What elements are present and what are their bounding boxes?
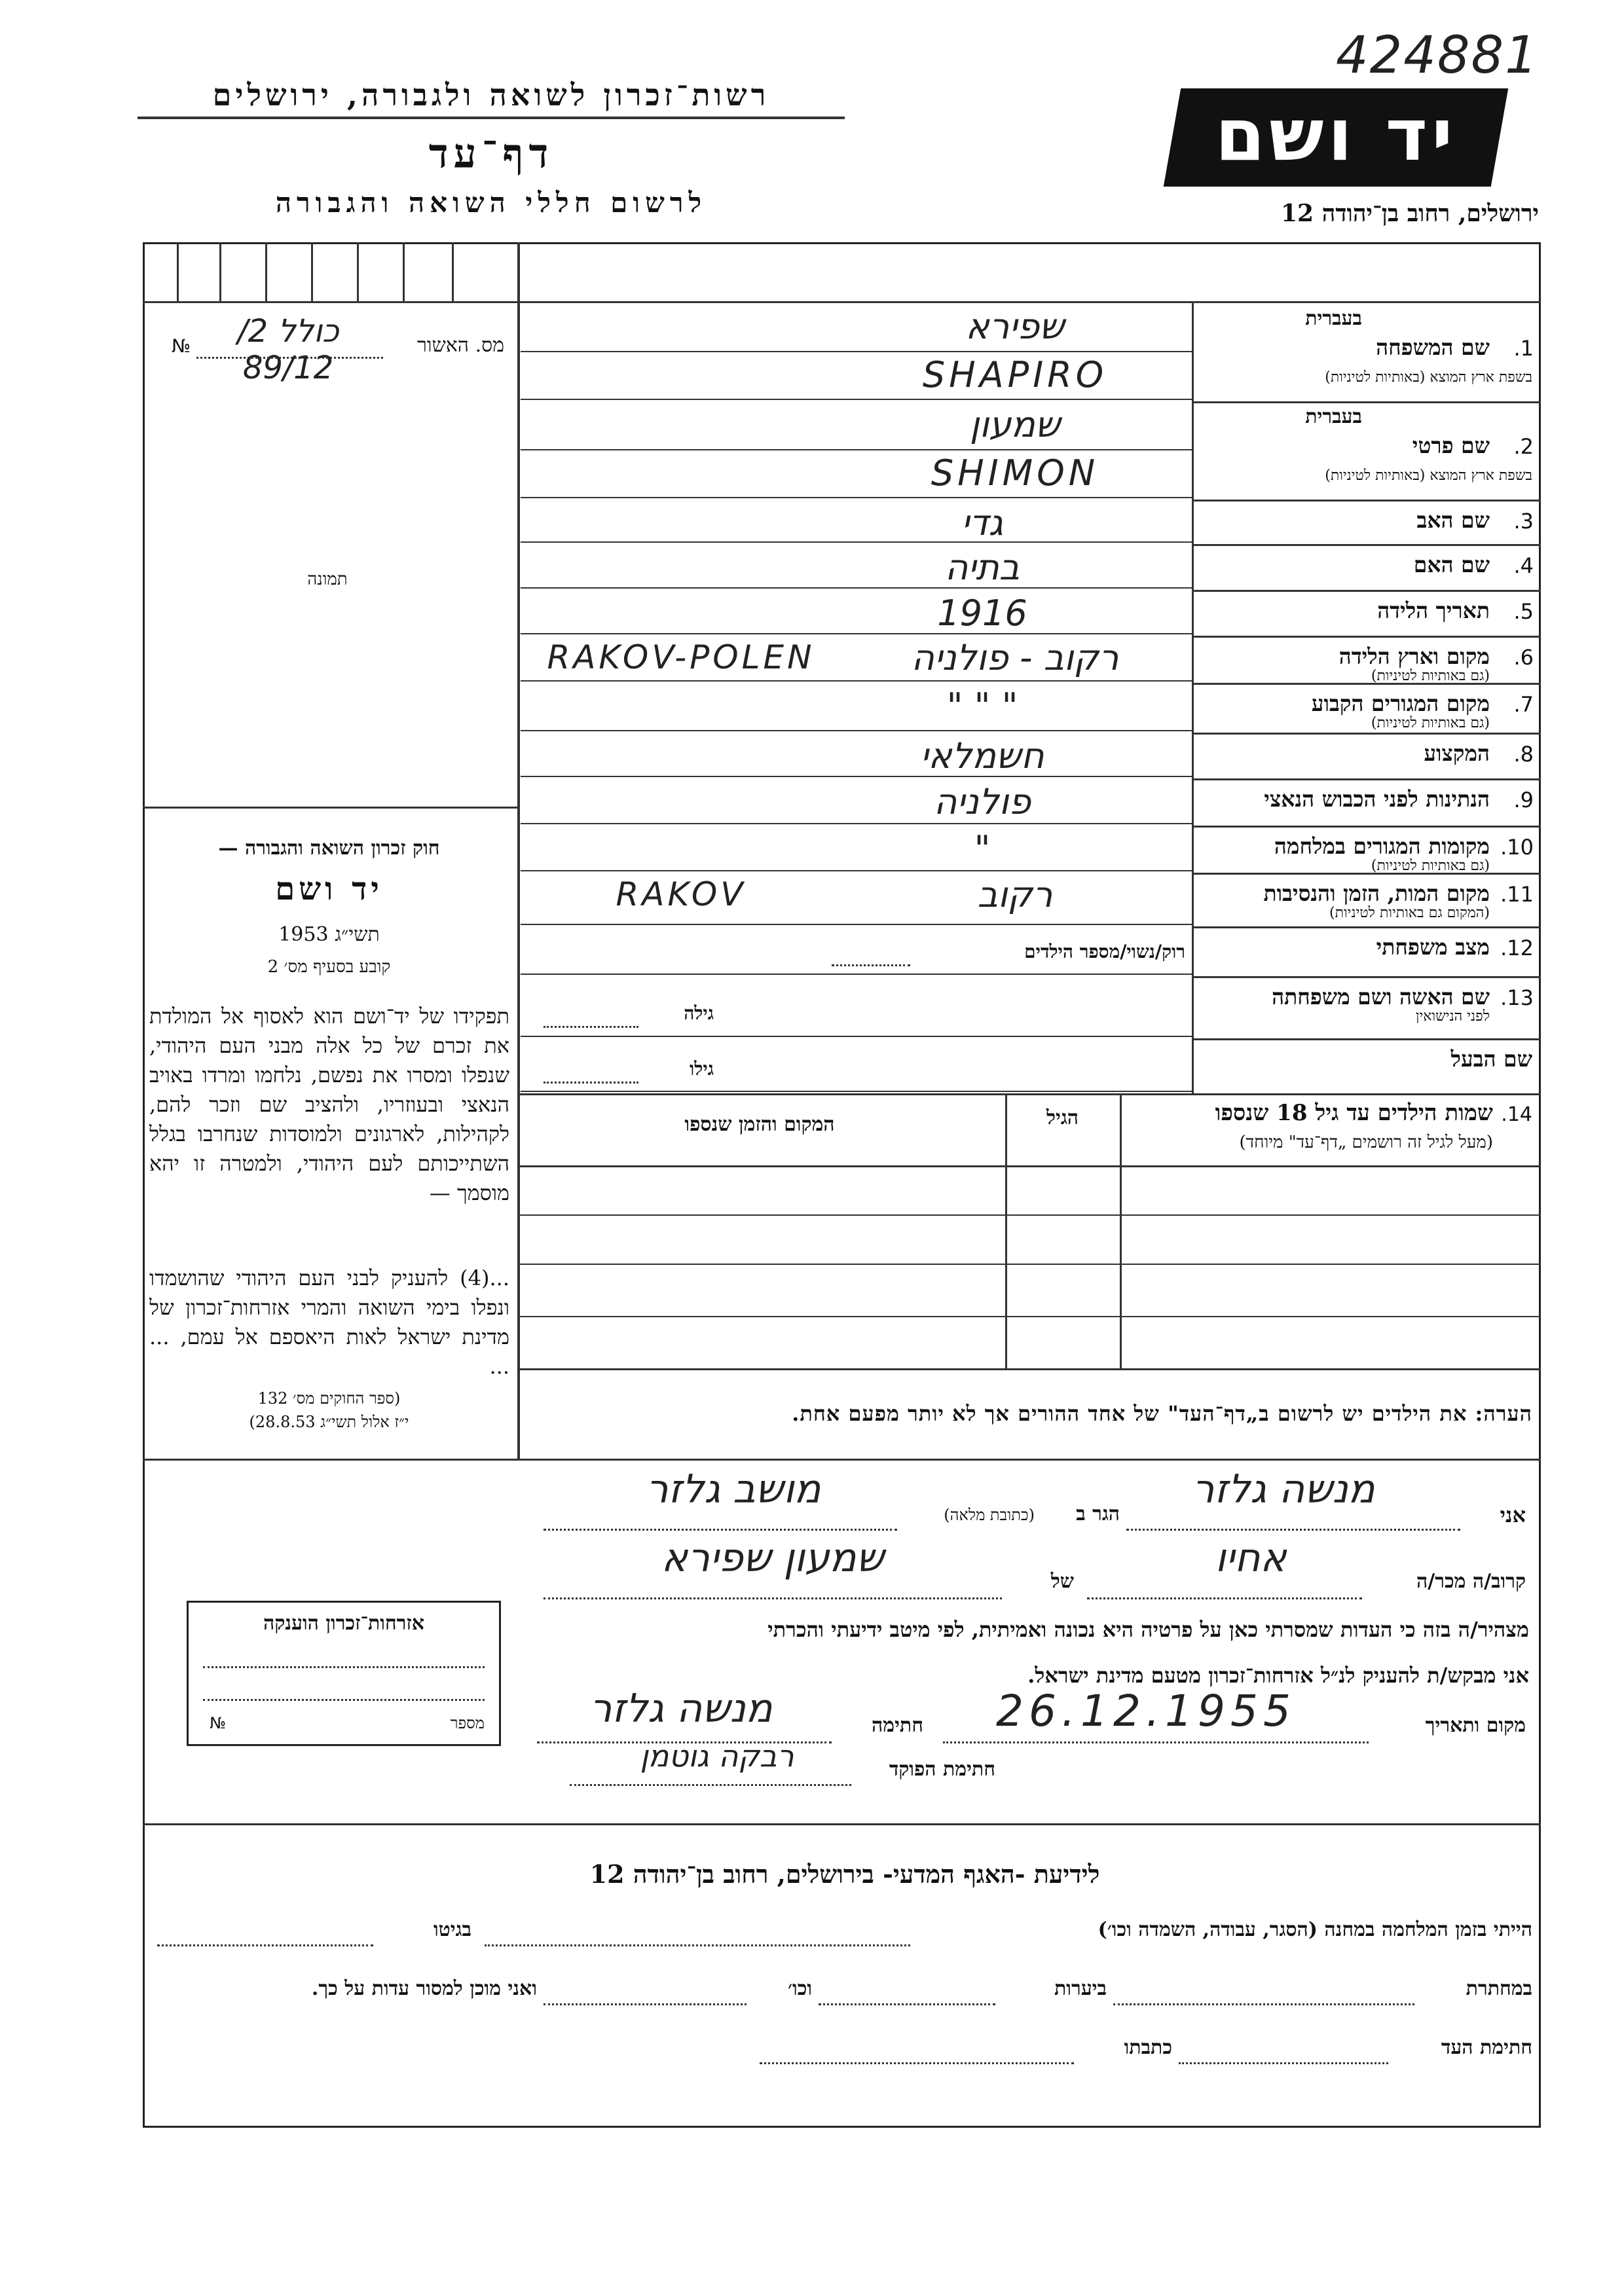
decl-signature-value: מנשה גלזר: [589, 1686, 773, 1732]
field-value-line: [521, 924, 1192, 925]
cell-divider: [311, 242, 313, 301]
field-age-dots: [544, 1082, 638, 1084]
field-age-dots: [544, 1026, 638, 1028]
cell-divider: [265, 242, 267, 301]
field-value-latin: SHIMON: [931, 452, 1099, 494]
field-number: 4.: [1513, 553, 1534, 578]
decl-of-dots: [544, 1597, 1002, 1599]
field-sublabel: (גם באותיות לטיניות): [1371, 668, 1490, 684]
reg-value: כולל 2/ 89/12: [237, 313, 339, 386]
field-value: פולניה: [933, 781, 1031, 822]
field-value-prefix: רוק/נשוי/מספר הילדים: [1024, 941, 1185, 962]
field-sublabel: לפני הנישואין: [1415, 1008, 1490, 1025]
decl-name-value: מנשה גלזר: [1192, 1467, 1375, 1512]
cell-divider: [177, 242, 179, 301]
field-value-latin: RAKOV-POLEN: [547, 638, 815, 676]
children-col-age-left: [1005, 1093, 1007, 1368]
field-value-latin: RAKOV: [616, 875, 747, 913]
decl-address-value: מושב גלזר: [646, 1467, 821, 1512]
footer-line1-b: בגיטו: [433, 1918, 471, 1941]
field-number: 11.: [1500, 882, 1534, 907]
field-value-line: [521, 870, 1192, 871]
field-sublabel: בשפת ארץ המוצא (באותיות לטיניות): [1325, 467, 1532, 484]
field-value-hebrew: רקוב: [977, 874, 1053, 915]
field-row-line: [1192, 778, 1541, 780]
field-row-line: [1192, 544, 1541, 546]
cell-divider: [452, 242, 454, 301]
footer-line2-dots: [1113, 2003, 1414, 2005]
field-number: 2.: [1513, 434, 1534, 459]
field-value-hebrew: שפירא: [965, 306, 1065, 347]
field-label: תאריך הלידה: [1377, 598, 1490, 623]
field-value-line: [521, 1091, 1192, 1092]
law-year: תשי״ג 1953: [278, 923, 380, 946]
decl-name-dots: [1126, 1529, 1460, 1531]
footer-line3-dots: [1179, 2062, 1388, 2064]
children-row: [517, 1264, 1541, 1265]
footer-line2-dots-3: [544, 2003, 747, 2005]
decl-date-value: 26.12.1955: [996, 1686, 1296, 1736]
logo-text: יד ושם: [1215, 93, 1457, 177]
reg-prefix: №: [172, 335, 191, 357]
children-row: [517, 1214, 1541, 1216]
field-value: חשמלאי: [920, 735, 1044, 776]
org-underline: [138, 117, 845, 119]
file-number: 424881: [1336, 26, 1539, 85]
field-value-hebrew: רקוב - פולניה: [911, 637, 1119, 678]
citizenship-number-prefix: №: [210, 1714, 226, 1732]
law-text-2: ...(4) להעניק לבני העם היהודי שהושמדו ונפלו בימי השואה והמרי אזרחות־זכרון של מדינת ישראל לאות היאספם אל עמם, ... ...: [149, 1266, 509, 1379]
decl-of-value: שמעון שפירא: [661, 1535, 884, 1581]
field-label: המקצוע: [1424, 740, 1490, 766]
field-value-hebrew: שמעון: [969, 404, 1061, 445]
address: ירושלים, רחוב בן־יהודה 12: [1280, 200, 1539, 227]
photo-label: תמונה: [307, 570, 348, 589]
cell-divider: [403, 242, 405, 301]
field-number: 8.: [1513, 742, 1534, 767]
field-sublabel: (גם באותיות לטיניות): [1371, 858, 1490, 874]
decl-relation-dots: [1087, 1597, 1362, 1599]
law-text-1: תפקידו של יד־ושם הוא לאסוף אל המולדת את זכרם של כל אלה מבני העם היהודי, שנפלו ומסרו את נפשם, נלחמו ומרדו באויב הנאצי ובעוזריו, ולהציב שם וזכר להם, לקהילות, לארגונים ולמוסדות שנחרבו בגלל השתייכותם לעם היהודי, ולמטרה זו יהא מוסמך —: [149, 1004, 509, 1205]
children-col-place: המקום והזמן שנספו: [684, 1113, 835, 1136]
field-number: 13.: [1500, 985, 1534, 1010]
field-value: 1916: [937, 592, 1027, 634]
children-col-age-right: [1120, 1093, 1122, 1368]
children-col-age: הגיל: [1046, 1106, 1079, 1129]
footer-line3-a: חתימת העד: [1441, 2036, 1532, 2059]
field-value-line: [521, 823, 1192, 824]
field-label: מקום המות, הזמן והנסיבות: [1263, 881, 1490, 906]
law-title: חוק זכרון השואה והגבורה —: [218, 837, 440, 860]
field-age-label: גילו: [690, 1058, 714, 1080]
decl-address-dots: [544, 1529, 897, 1531]
field-value: בתיה: [944, 547, 1020, 588]
field-hebrew-tag: בעברית: [1305, 307, 1362, 330]
field-value: ": [974, 828, 991, 869]
field-sublabel: (גם באותיות לטיניות): [1371, 715, 1490, 731]
field-label: שם האב: [1416, 507, 1490, 533]
note-bottom: [143, 1459, 1541, 1461]
children-header-bottom: [517, 1165, 1541, 1167]
field-label: שם פרטי: [1412, 433, 1490, 458]
footer-line2-dots-2: [819, 2003, 995, 2005]
field-label: מקומות המגורים במלחמה: [1274, 833, 1490, 859]
children-num: 14.: [1501, 1103, 1532, 1126]
decl-of-label: של: [1050, 1570, 1074, 1593]
footer-line3-b: כתבתו: [1124, 2036, 1172, 2059]
field-sublabel: (המקום גם באותיות לטיניות): [1329, 905, 1490, 921]
field-value-line: [521, 351, 1192, 352]
decl-signature-label: חתימה: [872, 1714, 923, 1737]
decl-relative-label: קרוב/ה מכר/ה: [1416, 1570, 1526, 1593]
field-value-line: [521, 497, 1192, 498]
field-label: שם האם: [1413, 552, 1490, 577]
decl-statement: מצהיר/ה בזה כי העדות שמסרתי כאן על פרטיה היא נכונה ואמיתית, לפי מיטב ידיעתי והכרתי: [767, 1617, 1529, 1642]
field-value-line: [521, 730, 1192, 731]
decl-officer-dots: [570, 1784, 851, 1786]
decl-date-dots: [943, 1741, 1369, 1743]
field-value-latin: SHAPIRO: [922, 354, 1108, 395]
label-column-divider: [1192, 301, 1194, 1093]
law-source-2: י״ז אלול תשי״ג 28.8.53): [249, 1413, 409, 1431]
children-row: [517, 1316, 1541, 1317]
children-label: שמות הילדים עד גיל 18 שנספו: [1215, 1100, 1493, 1126]
form-title: דף־עד: [428, 130, 554, 177]
field-label: מקום המגורים הקבוע: [1311, 691, 1490, 716]
footer-line2-b: ביערות: [1054, 1977, 1107, 2000]
children-top: [517, 1093, 1541, 1095]
field-number: 10.: [1500, 835, 1534, 860]
citizenship-dots: [203, 1666, 485, 1668]
law-name: יד ושם: [275, 871, 383, 907]
decl-i-label: אני: [1500, 1503, 1526, 1527]
reg-label: מס. האשור: [417, 334, 504, 357]
field-value-line: [521, 974, 1192, 975]
field-value-line: [521, 399, 1192, 400]
field-row-line: [1192, 733, 1541, 735]
field-value: גדי: [961, 502, 1003, 543]
footer-line2-a: במחתרת: [1466, 1977, 1532, 2000]
field-label: הנתינות לפני הכבוש הנאצי: [1264, 786, 1490, 812]
field-value-dots: [832, 964, 910, 966]
field-label: מצב משפחתי: [1376, 934, 1490, 960]
children-bottom: [517, 1368, 1541, 1370]
field-label: שם האשה ושם משפחתה: [1272, 984, 1490, 1010]
footer-line1-dots-2: [157, 1944, 373, 1946]
field-value: " " ": [946, 685, 1018, 727]
field-sublabel: בשפת ארץ המוצא (באותיות לטיניות): [1325, 369, 1532, 386]
footer-line1-a: הייתי בזמן המלחמה במחנה (הסגר, עבודה, השמדה וכו׳): [1098, 1918, 1532, 1941]
field-age-label: גילה: [684, 1002, 714, 1024]
field-value-line: [521, 680, 1192, 682]
field-label: שם המשפחה: [1376, 335, 1490, 360]
field-row-line: [1192, 500, 1541, 501]
field-number: 6.: [1513, 645, 1534, 670]
field-row-line: [1192, 976, 1541, 978]
law-source-1: (ספר החוקים מס׳ 132: [257, 1389, 401, 1408]
top-band-bottom: [517, 301, 1541, 303]
field-value-line: [521, 1036, 1192, 1037]
field-label: מקום וארץ הלידה: [1338, 644, 1490, 669]
citizenship-title: אזרחות־זכרון הוענקה: [263, 1612, 425, 1635]
reg-dots: [196, 357, 383, 359]
field-number: 7.: [1513, 692, 1534, 717]
decl-relation-value: אחיו: [1215, 1535, 1287, 1581]
footer-line2-d: ואני מוכן למסור עדות על כך.: [311, 1977, 537, 2000]
left-column-divider: [517, 242, 520, 1460]
field-row-line: [1192, 826, 1541, 828]
field-number: 1.: [1513, 336, 1534, 361]
footer-line1-dots: [485, 1944, 910, 1946]
decl-place-date-label: מקום ותאריך: [1425, 1714, 1526, 1737]
field-row-line: [1192, 590, 1541, 592]
law-clause: קובע בסעיף מס׳ 2: [267, 957, 391, 977]
decl-officer-label: חתימת הפוקד: [889, 1758, 995, 1781]
citizenship-dots: [203, 1699, 485, 1701]
citizenship-number-label: מספר: [450, 1714, 485, 1732]
photo-bottom: [143, 807, 519, 809]
field-label: שם הבעל: [1450, 1046, 1532, 1072]
field-hebrew-tag: בעברית: [1305, 405, 1362, 428]
field-number: 12.: [1500, 936, 1534, 960]
decl-address-hint: (כתובת מלאה): [944, 1506, 1035, 1524]
cell-divider: [219, 242, 221, 301]
footer-line3-dots-2: [760, 2062, 1074, 2064]
field-value-line: [521, 449, 1192, 450]
decl-request: אני מבקש/ת להעניק לנ״ל אזרחות־זכרון מטעם מדינת ישראל.: [1027, 1663, 1529, 1688]
cell-divider: [357, 242, 359, 301]
field-number: 5.: [1513, 599, 1534, 624]
field-row-line: [1192, 636, 1541, 638]
field-number: 3.: [1513, 509, 1534, 534]
decl-lives-label: הגר ב: [1076, 1503, 1120, 1525]
footer-divider: [143, 1823, 1541, 1825]
footer-line2-c: וכו׳: [788, 1977, 812, 2000]
header-cells-divider: [143, 301, 519, 303]
children-note: הערה: את הילדים יש לרשום ב„דף־העד" של אחד ההורים אך לא יותר מפעם אחת.: [792, 1401, 1532, 1426]
decl-officer-value: רבקה גוטמן: [640, 1738, 794, 1774]
org-line: רשות־זכרון לשואה ולגבורה, ירושלים: [212, 77, 770, 113]
field-row-line: [1192, 1038, 1541, 1040]
field-number: 9.: [1513, 788, 1534, 812]
form-subtitle: לרשום חללי השואה והגבורה: [275, 187, 707, 219]
field-row-line: [1192, 926, 1541, 928]
children-sub: (מעל לגיל זה רושמים „דף־עד" מיוחד): [1239, 1133, 1493, 1152]
footer-title: לידיעת -האגף המדעי- בירושלים, רחוב בן־יהודה 12: [589, 1859, 1100, 1889]
field-row-line: [1192, 401, 1541, 403]
